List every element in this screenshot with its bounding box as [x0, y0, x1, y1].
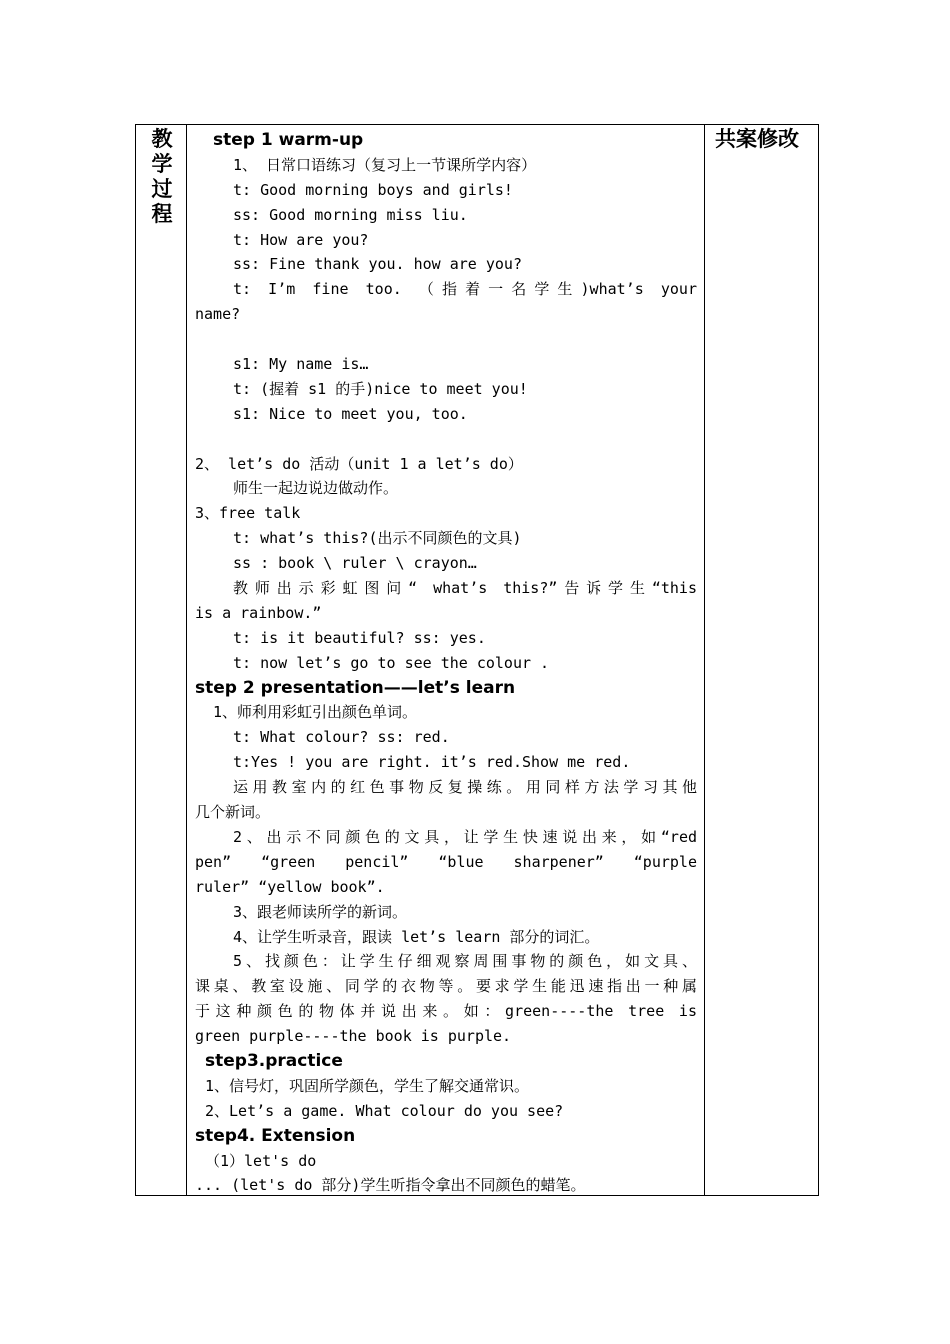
step-heading: step4. Extension: [195, 1125, 356, 1146]
left-header-title: 教学过程: [151, 127, 173, 226]
content-line: t:Yes ! you are right. it’s red.Show me red.: [233, 753, 631, 772]
content-line: 几个新词。: [195, 803, 271, 822]
content-line: t: what’s this?(出示不同颜色的文具): [233, 529, 522, 548]
lesson-table: [135, 124, 819, 1196]
content-line: name?: [195, 305, 241, 324]
content-line: 于这种颜色的物体并说出来。如：green----the tree is: [195, 1002, 697, 1021]
step-heading: step3.practice: [205, 1050, 343, 1071]
content-line: [195, 427, 697, 452]
content-line: 师生一起边说边做动作。: [233, 479, 399, 498]
content-line: t: I’m fine too. （指着一名学生)what’s your: [233, 280, 697, 299]
step-heading: step 2 presentation——let’s learn: [195, 677, 516, 698]
content-line: pen” “green pencil” “blue sharpener” “purple: [195, 852, 697, 871]
content-line: t: Good morning boys and girls!: [233, 180, 513, 199]
content-line: t: What colour? ss: red.: [233, 728, 450, 747]
content-line: 1、师利用彩虹引出颜色单词。: [213, 703, 418, 722]
content-line: 1、信号灯，巩固所学颜色，学生了解交通常识。: [205, 1076, 530, 1095]
content-line: 课桌、教室设施、同学的衣物等。要求学生能迅速指出一种属: [195, 977, 697, 996]
content-line: t: How are you?: [233, 230, 369, 249]
content-line: 2、Let’s a game. What colour do you see?: [205, 1101, 564, 1120]
content-line: t: is it beautiful? ss: yes.: [233, 628, 486, 647]
content-line: 3、跟老师读所学的新词。: [233, 902, 408, 921]
content-line: t: now let’s go to see the colour .: [233, 653, 550, 672]
lesson-content: [195, 128, 697, 1198]
content-line: ss: Fine thank you. how are you?: [233, 255, 522, 274]
content-line: 2、出示不同颜色的文具，让学生快速说出来，如“red: [233, 827, 697, 846]
content-line: ... (let's do 部分)学生听指令拿出不同颜色的蜡笔。: [195, 1176, 586, 1195]
content-line: 教师出示彩虹图问“ what’s this?”告诉学生“this: [233, 579, 697, 598]
content-line: [195, 327, 697, 352]
content-line: ss : book \ ruler \ crayon…: [233, 554, 477, 573]
content-line: ss: Good morning miss liu.: [233, 205, 468, 224]
content-line: is a rainbow.”: [195, 603, 322, 622]
content-line: （1）let's do: [205, 1151, 317, 1170]
content-line: 1、 日常口语练习（复习上一节课所学内容）: [233, 155, 537, 174]
content-line: 3、free talk: [195, 504, 301, 523]
content-line: s1: My name is…: [233, 355, 369, 374]
content-line: ruler” “yellow book”.: [195, 877, 385, 896]
content-line: 2、 let’s do 活动（unit 1 a let’s do）: [195, 454, 523, 473]
right-header-title: 共案修改: [715, 127, 799, 151]
content-line: 5、找颜色：让学生仔细观察周围事物的颜色，如文具、: [233, 952, 697, 971]
content-line: t: (握着 s1 的手)nice to meet you!: [233, 379, 528, 398]
content-line: s1: Nice to meet you, too.: [233, 404, 468, 423]
content-line: 4、让学生听录音，跟读 let’s learn 部分的词汇。: [233, 927, 600, 946]
step-heading: step 1 warm-up: [213, 130, 364, 150]
content-line: green purple----the book is purple.: [195, 1027, 512, 1046]
left-header-cell: [136, 125, 187, 1195]
content-line: 运用教室内的红色事物反复操练。用同样方法学习其他: [233, 778, 697, 797]
right-header-cell: [704, 125, 818, 1195]
